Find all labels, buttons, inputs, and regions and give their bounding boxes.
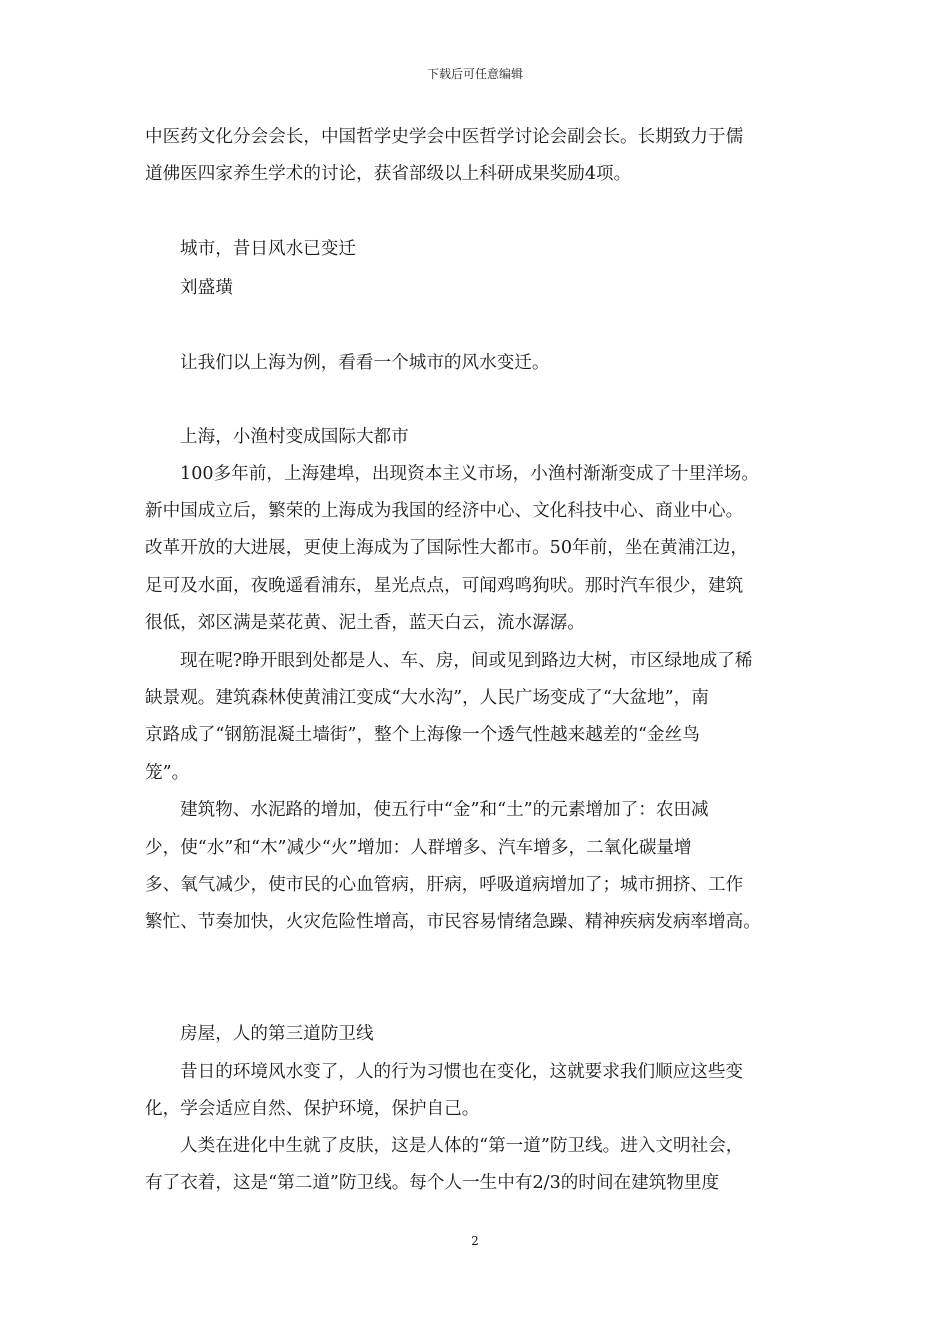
page-header: 下载后可任意编辑 bbox=[426, 67, 523, 81]
text-line: 有了衣着，这是“第二道”防卫线。每个人一生中有2/3的时间在建筑物里度 bbox=[145, 1173, 720, 1193]
text-line: 建筑物、水泥路的增加，使五行中“金”和“土”的元素增加了：农田减 bbox=[180, 800, 709, 820]
text-line: 中医药文化分会会长，中国哲学史学会中医哲学讨论会副会长。长期致力于儒 bbox=[145, 127, 744, 147]
text-line: 新中国成立后，繁荣的上海成为我国的经济中心、文化科技中心、商业中心。 bbox=[145, 501, 744, 521]
text-line: 人类在进化中生就了皮肤，这是人体的“第一道”防卫线。进入文明社会， bbox=[180, 1136, 744, 1156]
text-line: 改革开放的大进展，更使上海成为了国际性大都市。50年前，坐在黄浦江边， bbox=[145, 538, 748, 558]
section-heading: 上海，小渔村变成国际大都市 bbox=[180, 427, 409, 447]
text-line: 京路成了“钢筋混凝土墙街”，整个上海像一个透气性越来越差的“金丝鸟 bbox=[145, 725, 700, 745]
section-title: 城市，昔日风水已变迁 bbox=[180, 239, 356, 259]
page-number: 2 bbox=[471, 1234, 479, 1248]
text-line: 缺景观。建筑森林使黄浦江变成“大水沟”，人民广场变成了“大盆地”，南 bbox=[145, 688, 709, 708]
text-line: 少，使“水”和“木”减少“火”增加：人群增多、汽车增多，二氧化碳量增 bbox=[145, 838, 692, 858]
text-line: 多、氧气减少，使市民的心血管病，肝病，呼吸道病增加了；城市拥挤、工作 bbox=[145, 875, 744, 895]
text-line: 很低，郊区满是菜花黄、泥土香，蓝天白云，流水潺潺。 bbox=[145, 613, 585, 633]
text-line: 昔日的环境风水变了，人的行为习惯也在变化，这就要求我们顺应这些变 bbox=[180, 1062, 744, 1082]
author-name: 刘盛璜 bbox=[180, 278, 233, 298]
text-line: 笼”。 bbox=[145, 763, 190, 783]
text-line: 繁忙、节奏加快，火灾危险性增高，市民容易情绪急躁、精神疾病发病率增高。 bbox=[145, 912, 761, 932]
text-line: 足可及水面，夜晚遥看浦东，星光点点，可闻鸡鸣狗吠。那时汽车很少，建筑 bbox=[145, 576, 744, 596]
text-line: 化，学会适应自然、保护环境，保护自己。 bbox=[145, 1099, 480, 1119]
section-heading: 房屋，人的第三道防卫线 bbox=[180, 1024, 374, 1044]
text-line: 现在呢?睁开眼到处都是人、车、房，间或见到路边大树，市区绿地成了稀 bbox=[180, 651, 753, 671]
text-line: 100多年前，上海建埠，出现资本主义市场，小渔村渐渐变成了十里洋场。 bbox=[180, 464, 759, 484]
text-line: 让我们以上海为例，看看一个城市的风水变迁。 bbox=[180, 353, 550, 373]
text-line: 道佛医四家养生学术的讨论，获省部级以上科研成果奖励4项。 bbox=[145, 164, 632, 184]
